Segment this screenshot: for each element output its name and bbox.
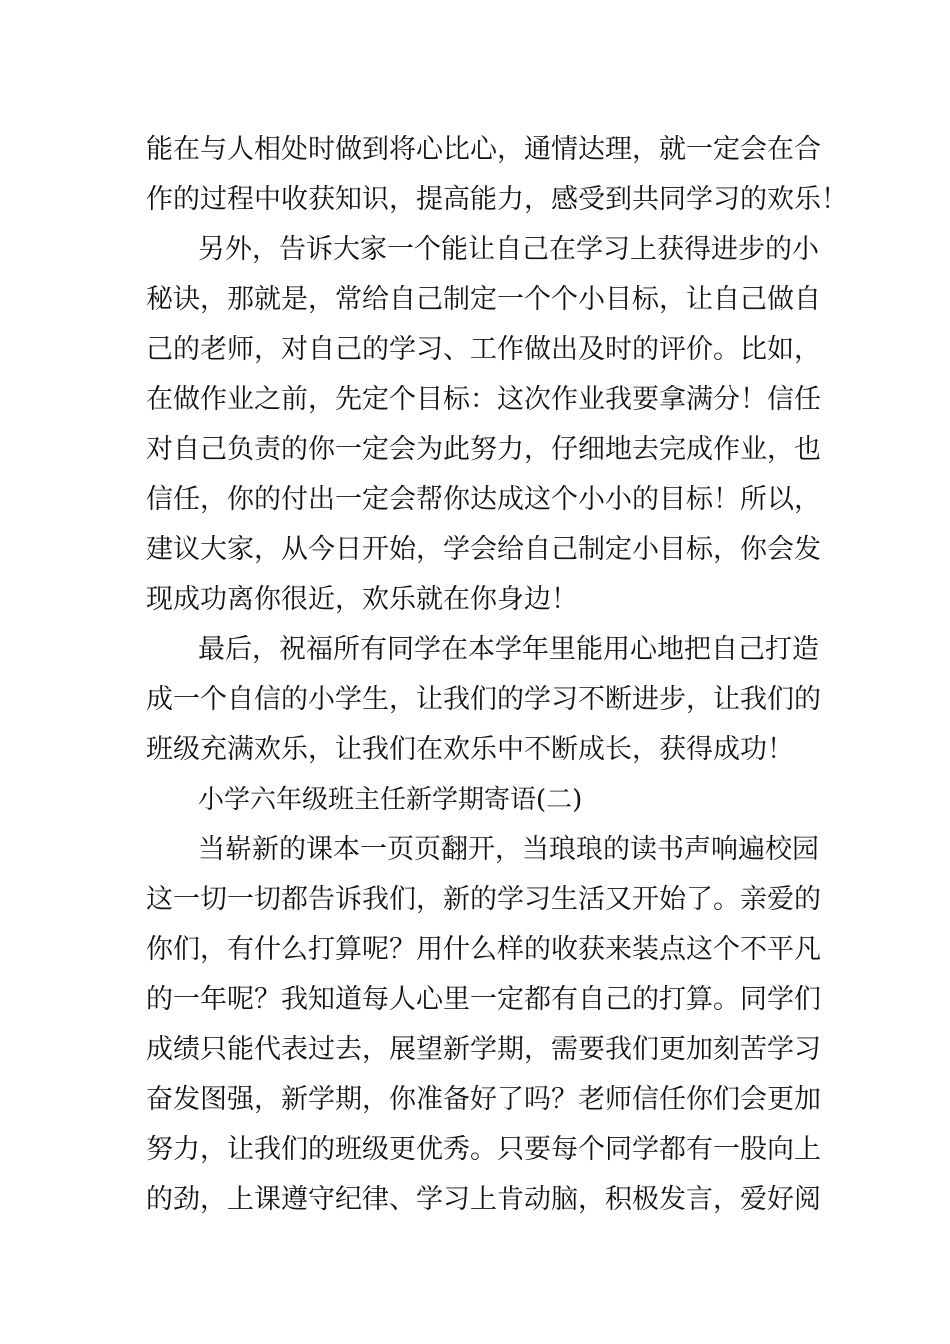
text-line: 建议大家，从今日开始，学会给自己制定小目标，你会发: [146, 534, 821, 565]
text-line: 的一年呢？我知道每人心里一定都有自己的打算。同学们: [146, 984, 821, 1015]
text-line: 的劲，上课遵守纪律、学习上肯动脑，积极发言，爱好阅: [146, 1184, 821, 1215]
text-line: 成绩只能代表过去，展望新学期，需要我们更加刻苦学习: [146, 1034, 821, 1065]
text-line: 你们，有什么打算呢？用什么样的收获来装点这个不平凡: [146, 934, 821, 965]
text-line: 奋发图强，新学期，你准备好了吗？老师信任你们会更加: [146, 1084, 821, 1115]
text-line: 信任，你的付出一定会帮你达成这个小小的目标！所以，: [146, 484, 821, 515]
text-line: 对自己负责的你一定会为此努力，仔细地去完成作业，也: [146, 434, 821, 465]
section-heading: 小学六年级班主任新学期寄语(二): [198, 785, 583, 815]
text-line: 现成功离你很近，欢乐就在你身边！: [146, 584, 578, 615]
text-line: 班级充满欢乐，让我们在欢乐中不断成长，获得成功！: [146, 734, 794, 765]
text-line: 成一个自信的小学生，让我们的学习不断进步，让我们的: [146, 684, 821, 715]
text-line: 努力，让我们的班级更优秀。只要每个同学都有一股向上: [146, 1134, 821, 1165]
text-line: 作的过程中收获知识，提高能力，感受到共同学习的欢乐！: [146, 184, 848, 215]
text-line: 己的老师，对自己的学习、工作做出及时的评价。比如，: [146, 334, 821, 365]
text-line: 能在与人相处时做到将心比心，通情达理，就一定会在合: [146, 134, 821, 165]
text-line: 另外，告诉大家一个能让自己在学习上获得进步的小: [198, 234, 819, 265]
text-line: 这一切一切都告诉我们，新的学习生活又开始了。亲爱的: [146, 884, 821, 915]
text-line: 当崭新的课本一页页翻开，当琅琅的读书声响遍校园: [198, 834, 819, 865]
text-line: 秘诀，那就是，常给自己制定一个个小目标，让自己做自: [146, 284, 821, 315]
text-line: 在做作业之前，先定个目标：这次作业我要拿满分！信任: [146, 384, 821, 415]
text-line: 最后，祝福所有同学在本学年里能用心地把自己打造: [198, 634, 819, 665]
